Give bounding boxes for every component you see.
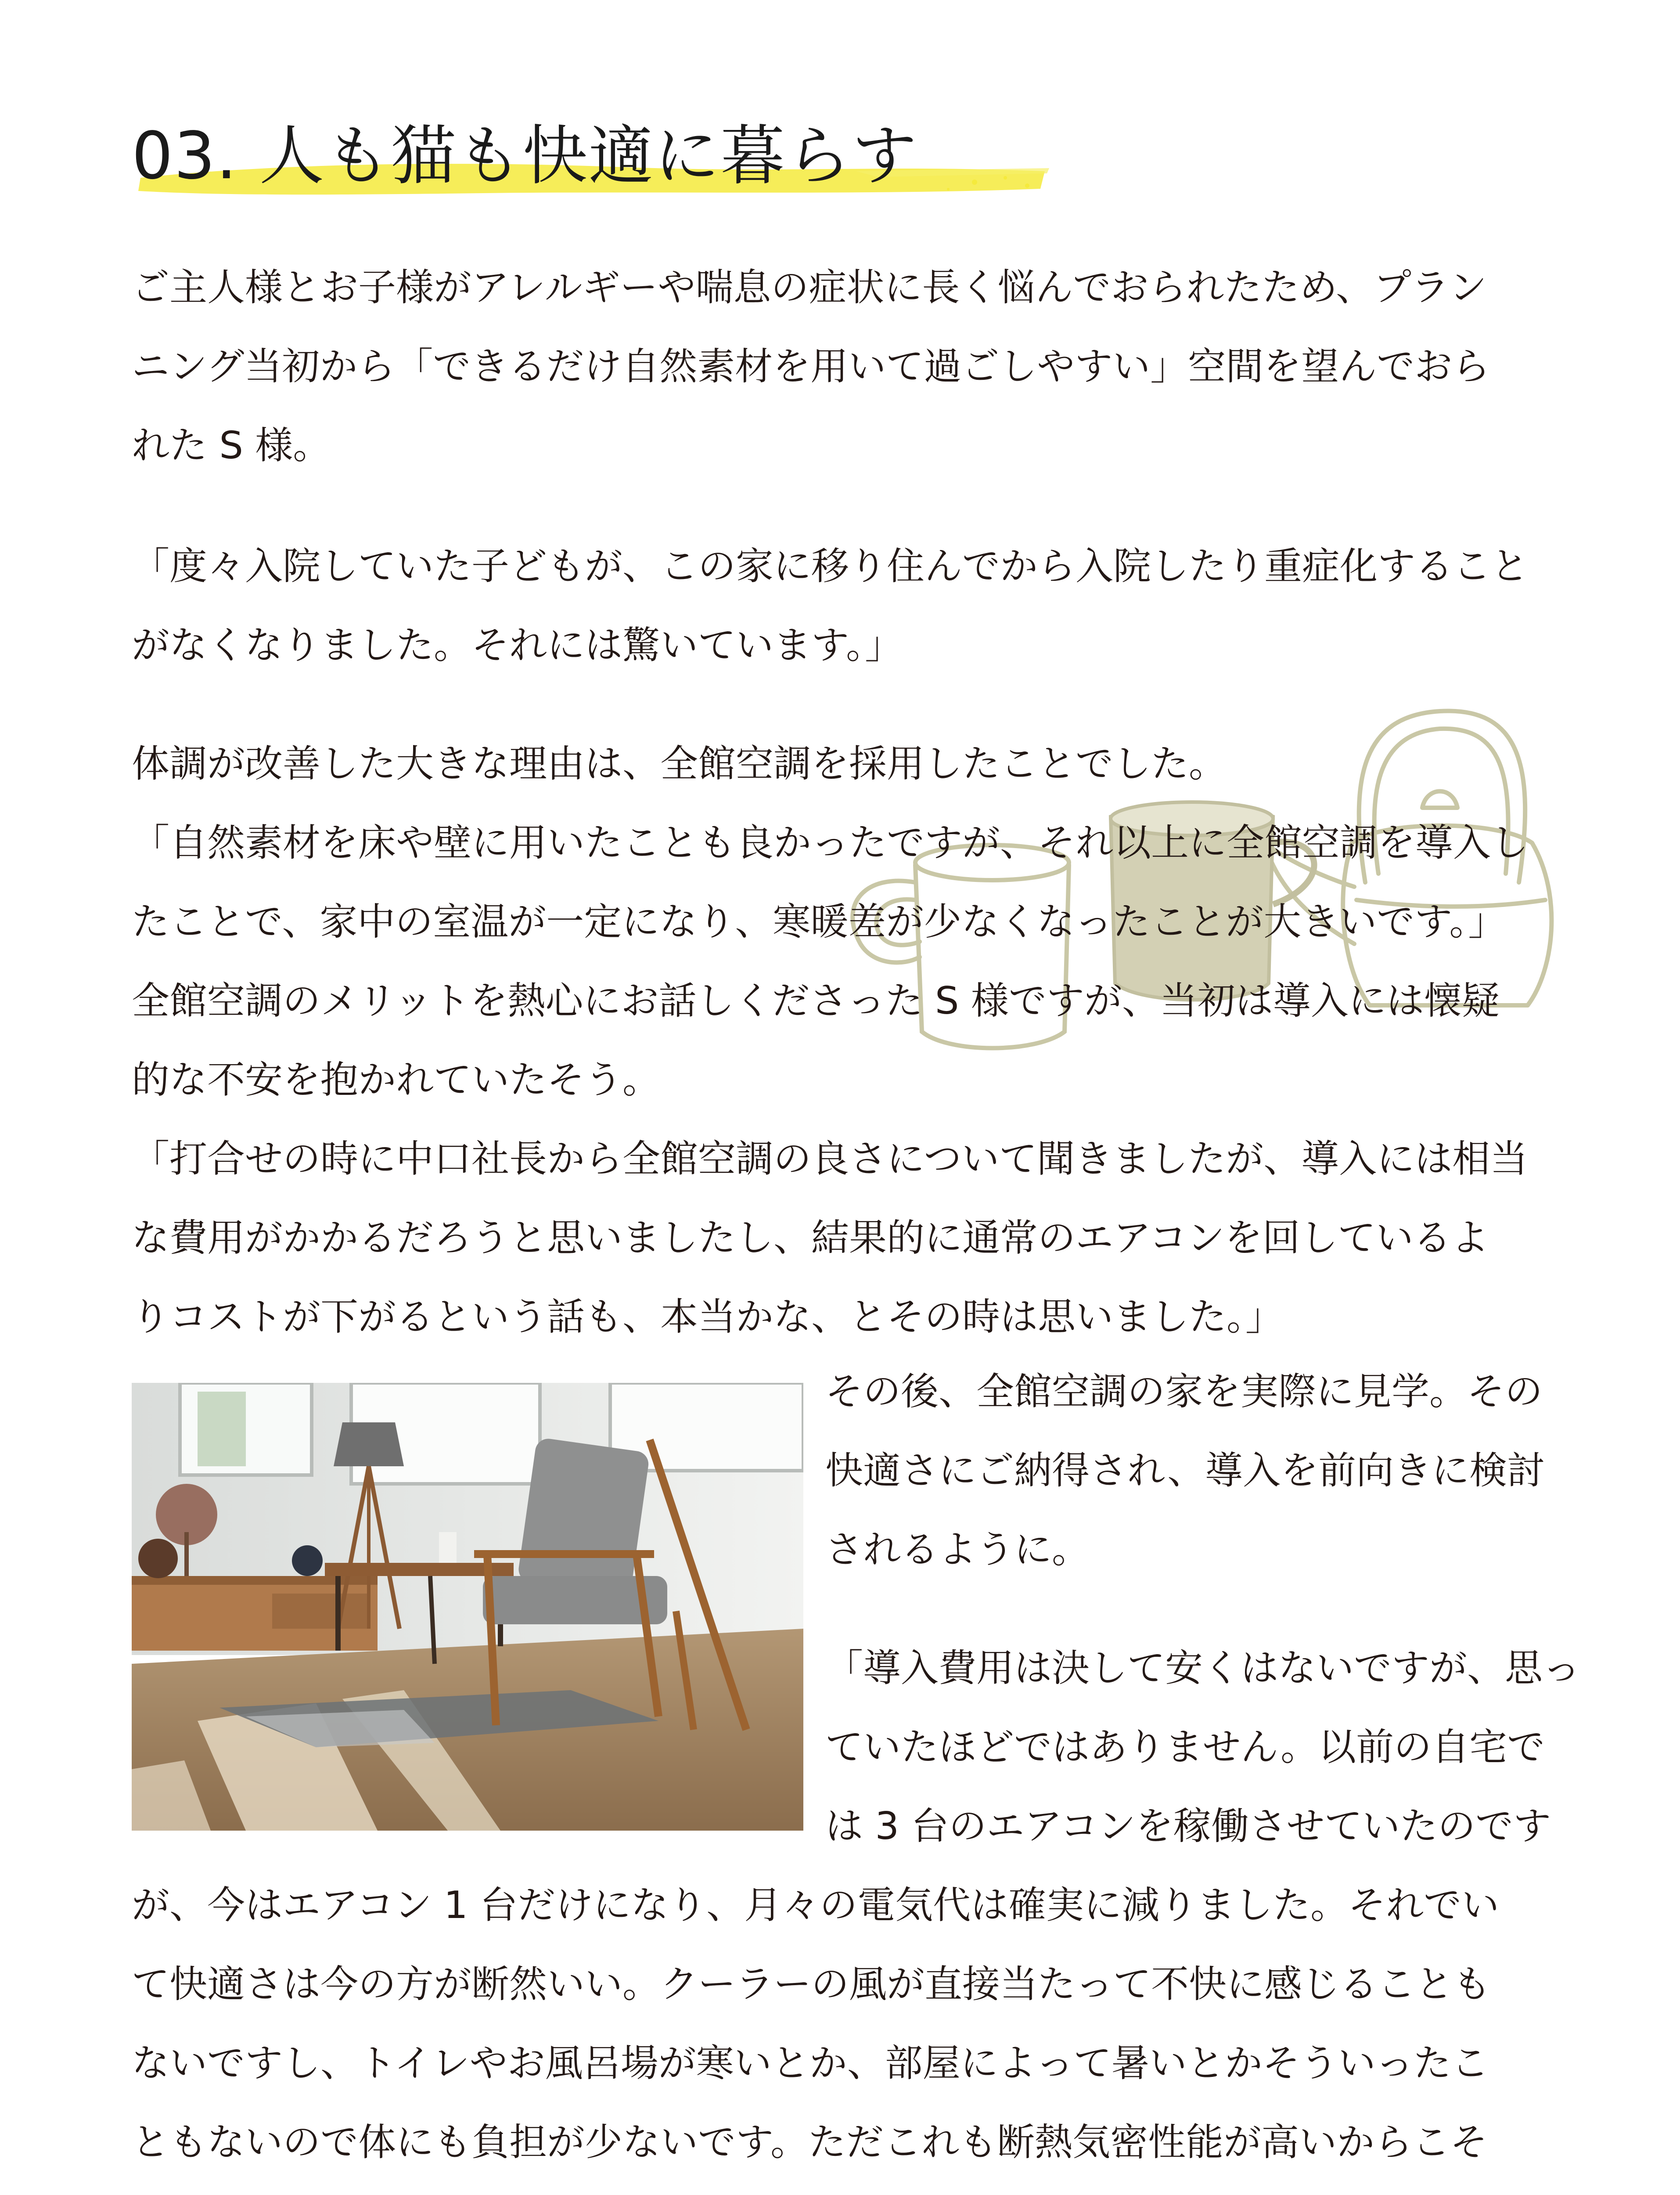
text-line <box>132 2182 1544 2195</box>
living-room-image <box>132 1383 803 1831</box>
text-line: ご主人様とお子様がアレルギーや喘息の症状に長く悩んでおられたため、プラン <box>132 266 1487 309</box>
text-line: 的な不安を抱かれていたそう。 <box>132 1058 660 1102</box>
text-line: れた S 様。 <box>132 424 331 468</box>
paragraph-cost-quote <box>132 1866 1544 2195</box>
living-room-photo <box>132 1383 803 1831</box>
text-line: たことで、家中の室温が一定になり、寒暖差が少なくなったことが大きいです。」 <box>132 900 1506 944</box>
text-line: 「導入費用は決して安くはないですが、思っ <box>825 1646 1580 1690</box>
text-line: は 3 台のエアコンを稼働させていたのです <box>825 1804 1551 1848</box>
text-line: 「打合せの時に中口社長から全館空調の良さについて聞きましたが、導入には相当 <box>132 1137 1528 1181</box>
paragraph-quote-hospital <box>132 527 1529 685</box>
text-line: 快適さにご納得され、導入を前向きに検討 <box>825 1449 1545 1493</box>
text-line: その後、全館空調の家を実際に見学。その <box>825 1370 1543 1414</box>
paragraph-intro <box>132 248 1490 485</box>
section-heading <box>132 112 1054 200</box>
text-line: 「度々入院していた子どもが、この家に移り住んでから入院したり重症化すること <box>132 544 1529 588</box>
text-line: ていたほどではありません。以前の自宅で <box>825 1725 1545 1769</box>
text-line: されるように。 <box>825 1528 1090 1572</box>
text-line: ニング当初から「できるだけ自然素材を用いて過ごしやすい」空間を望んでおら <box>132 345 1490 389</box>
text-line: 体調が改善した大きな理由は、全館空調を採用したことでした。 <box>132 742 1227 786</box>
paragraph-visit <box>825 1352 1545 1589</box>
text-line: て快適さは今の方が断然いい。クーラーの風が直接当たって不快に感じることも <box>132 1962 1491 2006</box>
text-line: りコストが下がるという話も、本当かな、とその時は思いました。」 <box>132 1295 1283 1339</box>
paragraph-air-conditioning <box>132 724 1529 1357</box>
text-line: な費用がかかるだろうと思いましたし、結果的に通常のエアコンを回しているよ <box>132 1216 1489 1260</box>
text-line: 全館空調のメリットを熱心にお話しくださった S 様ですが、当初は導入には懐疑 <box>132 979 1500 1023</box>
paragraph-cost-quote-side <box>825 1629 1580 1866</box>
text-line: ともないので体にも負担が少ないです。ただこれも断熱気密性能が高いからこそ <box>132 2120 1488 2164</box>
section-title: 03. 人も猫も快適に暮らす <box>132 118 918 194</box>
text-line: ないですし、トイレやお風呂場が寒いとか、部屋によって暑いとかそういったこ <box>132 2041 1489 2085</box>
text-line: が、今はエアコン 1 台だけになり、月々の電気代は確実に減りました。それでい <box>132 1883 1500 1927</box>
text-line: 「自然素材を床や壁に用いたことも良かったですが、それ以上に全館空調を導入し <box>132 821 1529 865</box>
text-line: がなくなりました。それには驚いています。」 <box>132 623 903 667</box>
